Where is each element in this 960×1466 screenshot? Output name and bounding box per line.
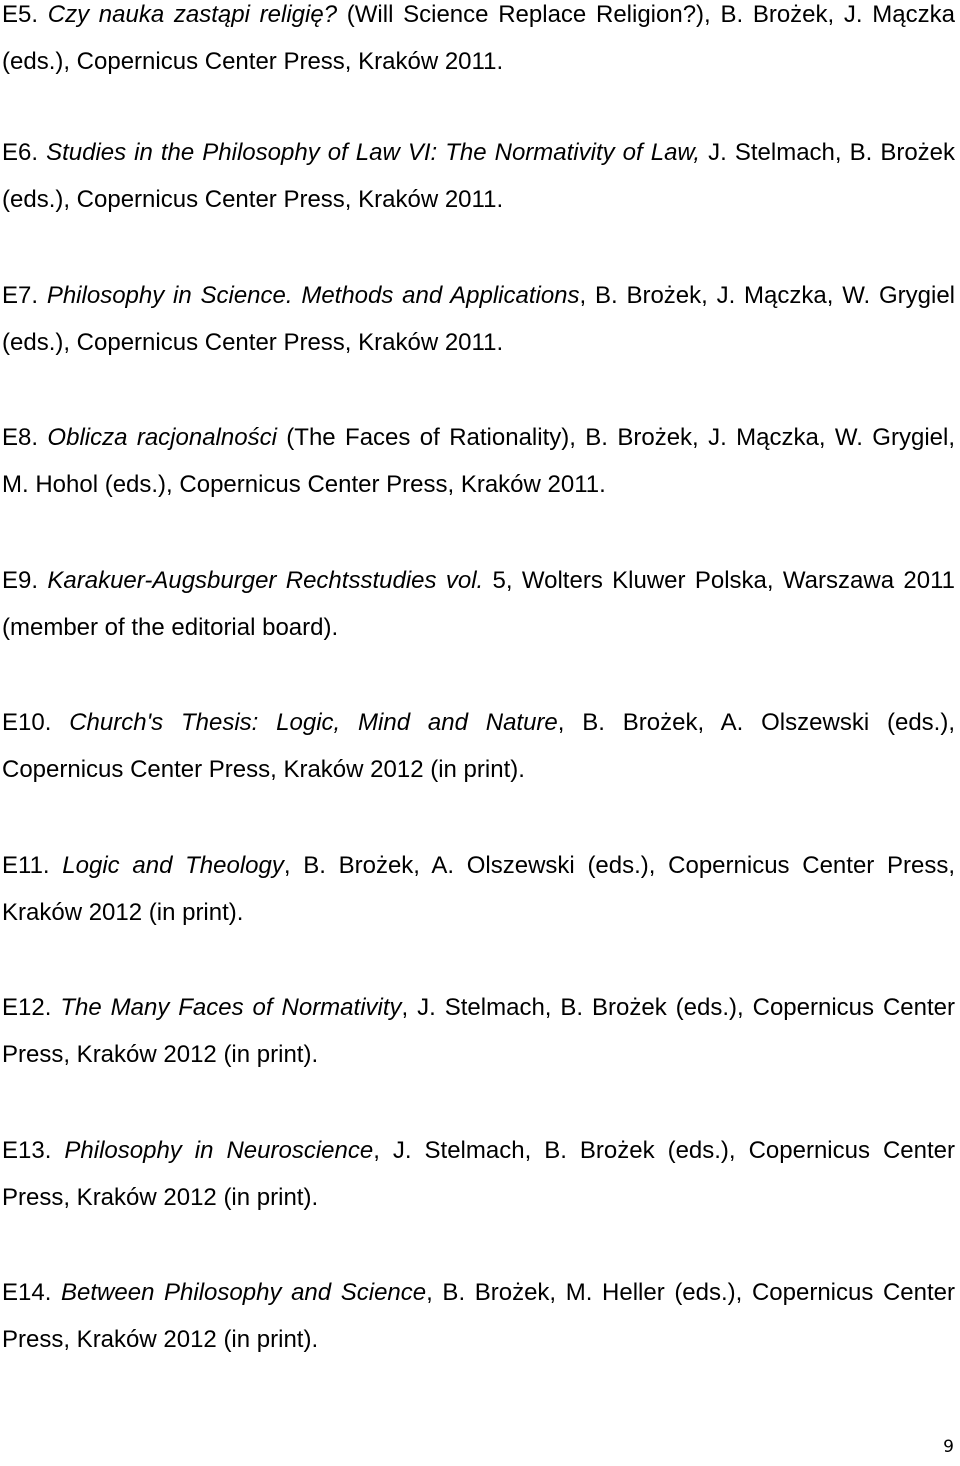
entry-label: E14. <box>2 1279 52 1306</box>
entry-details: , B. Brożek, M. Heller (eds.), Copernicus Center Press, Kraków 2012 (in print). <box>2 1279 956 1353</box>
bibliography-entry-e13 <box>2 1127 955 1221</box>
entry-title: The Many Faces of Normativity <box>60 994 402 1021</box>
bibliography-entry-e12 <box>2 984 955 1078</box>
bibliography-entry-e6 <box>2 129 955 223</box>
entry-title: Logic and Theology <box>62 852 284 879</box>
entry-details: , B. Brożek, A. Olszewski (eds.), Copernicus Center Press, Kraków 2012 (in print). <box>2 852 956 926</box>
entry-label: E8. <box>2 424 39 451</box>
bibliography-entry-e10 <box>2 699 955 793</box>
entry-details: , B. Brożek, A. Olszewski (eds.), Copernicus Center Press, Kraków 2012 (in print). <box>2 709 955 783</box>
entry-label: E11. <box>2 852 50 879</box>
entry-label: E6. <box>2 139 39 166</box>
entry-details: (The Faces of Rationality), B. Brożek, J. Mączka, W. Grygiel, M. Hohol (eds.), Copernicus Center Press, Kraków 2011. <box>2 424 955 498</box>
entry-details: , B. Brożek, J. Mączka, W. Grygiel (eds.), Copernicus Center Press, Kraków 2011. <box>2 282 956 356</box>
entry-label: E5. <box>2 1 39 28</box>
entry-details: J. Stelmach, B. Brożek (eds.), Copernicus Center Press, Kraków 2011. <box>2 139 956 213</box>
entry-title: Between Philosophy and Science <box>61 1279 427 1306</box>
bibliography-entry-e14 <box>2 1269 955 1363</box>
entry-title: Philosophy in Science. Methods and Applications <box>46 282 580 309</box>
entry-label: E9. <box>2 567 39 594</box>
page-number: 9 <box>943 1437 954 1457</box>
entry-details: , J. Stelmach, B. Brożek (eds.), Copernicus Center Press, Kraków 2012 (in print). <box>2 994 955 1068</box>
entry-title: Oblicza racjonalności <box>47 424 277 451</box>
entry-details: , J. Stelmach, B. Brożek (eds.), Copernicus Center Press, Kraków 2012 (in print). <box>2 1137 956 1211</box>
entry-title: Church's Thesis: Logic, Mind and Nature <box>69 709 558 736</box>
entry-label: E10. <box>2 709 52 736</box>
bibliography-entry-e9 <box>2 557 955 651</box>
entry-title: Karakuer-Augsburger Rechtsstudies vol. <box>47 567 484 594</box>
entry-title: Philosophy in Neuroscience <box>64 1137 374 1164</box>
bibliography-entry-e7 <box>2 272 955 366</box>
entry-details: 5, Wolters Kluwer Polska, Warszawa 2011 (member of the editorial board). <box>2 567 956 641</box>
entry-label: E13. <box>2 1137 52 1164</box>
entry-details: (Will Science Replace Religion?), B. Brożek, J. Mączka (eds.), Copernicus Center Press, Kraków 2011. <box>2 1 955 75</box>
bibliography-entry-e5 <box>2 0 955 85</box>
entry-label: E7. <box>2 282 39 309</box>
bibliography-entry-e11 <box>2 842 955 936</box>
entry-title: Studies in the Philosophy of Law VI: The Normativity of Law, <box>46 139 701 166</box>
entry-label: E12. <box>2 994 52 1021</box>
entry-title: Czy nauka zastąpi religię? <box>47 1 338 28</box>
bibliography-entry-e8 <box>2 414 955 508</box>
